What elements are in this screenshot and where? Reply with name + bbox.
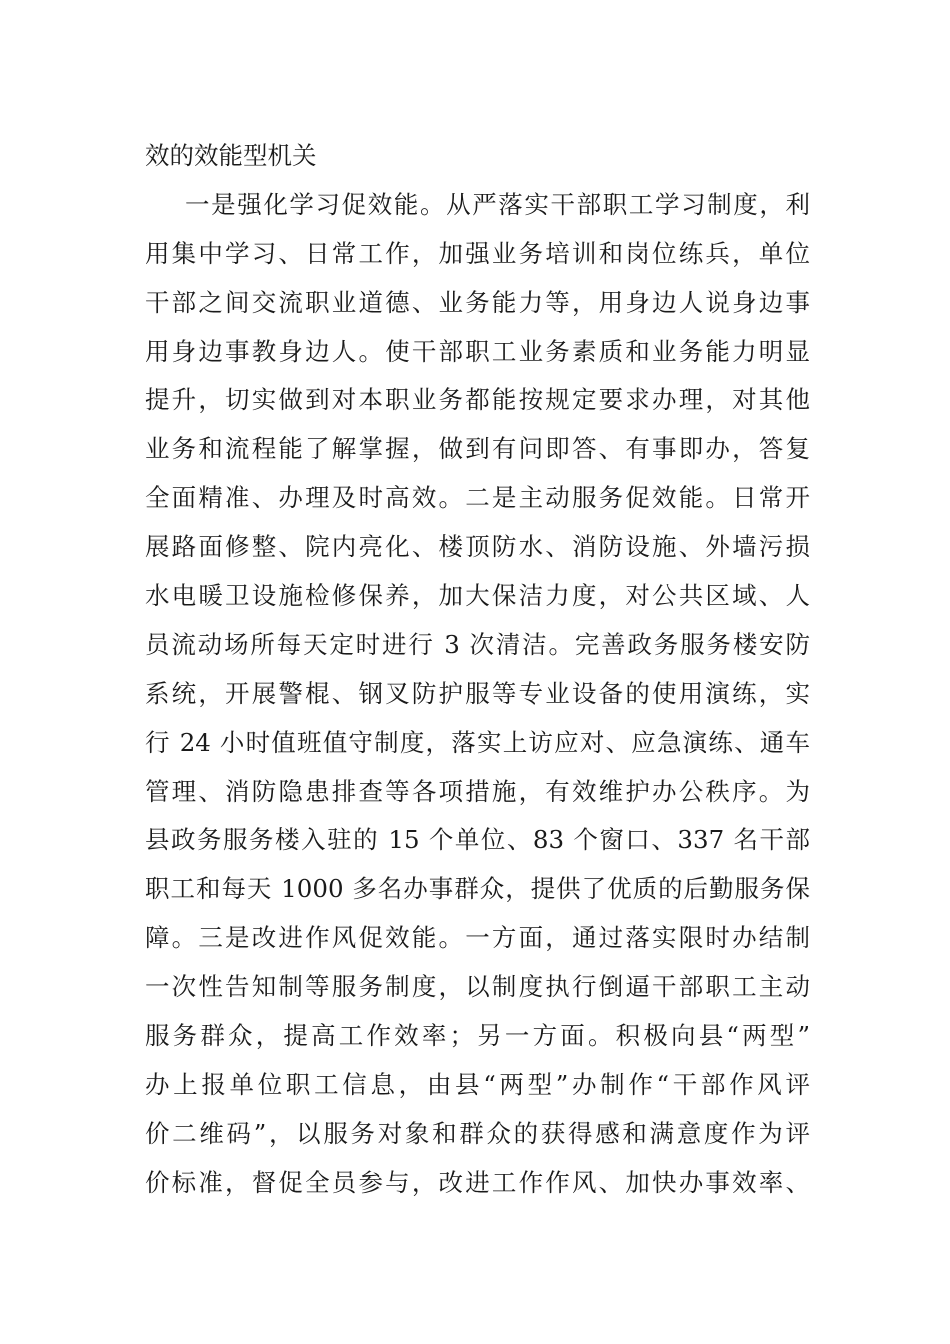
text-line: 办上报单位职工信息，由县“两型”办制作“干部作风评 — [145, 1069, 810, 1099]
text-line: 职工和每天 1000 多名办事群众，提供了优质的后勤服务保 — [145, 874, 810, 904]
text-line: 员流动场所每天定时进行 3 次清洁。完善政务服务楼安防 — [145, 629, 810, 659]
text-line: 障。三是改进作风促效能。一方面，通过落实限时办结制 — [145, 923, 810, 953]
text-line: 价标准，督促全员参与，改进工作作风、加快办事效率、 — [145, 1167, 810, 1197]
text-line: 用集中学习、日常工作，加强业务培训和岗位练兵，单位 — [145, 238, 810, 268]
text-line: 全面精准、办理及时高效。二是主动服务促效能。日常开 — [145, 483, 810, 513]
text-line: 业务和流程能了解掌握，做到有问即答、有事即办，答复 — [145, 434, 810, 464]
body-text — [145, 132, 810, 1208]
text-line: 一是强化学习促效能。从严落实干部职工学习制度，利 — [185, 189, 810, 219]
text-line: 行 24 小时值班值守制度，落实上访应对、应急演练、通车 — [145, 727, 810, 757]
text-line: 干部之间交流职业道德、业务能力等，用身边人说身边事 — [145, 287, 810, 317]
text-line: 一次性告知制等服务制度，以制度执行倒逼干部职工主动 — [145, 972, 810, 1002]
text-line: 系统，开展警棍、钢叉防护服等专业设备的使用演练，实 — [145, 678, 810, 708]
text-line: 效的效能型机关 — [145, 141, 317, 170]
text-line: 展路面修整、院内亮化、楼顶防水、消防设施、外墙污损 — [145, 532, 810, 562]
text-line: 县政务服务楼入驻的 15 个单位、83 个窗口、337 名干部 — [145, 825, 810, 855]
text-line: 水电暖卫设施检修保养，加大保洁力度，对公共区域、人 — [145, 581, 810, 611]
text-line: 用身边事教身边人。使干部职工业务素质和业务能力明显 — [145, 336, 810, 366]
text-line: 价二维码”，以服务对象和群众的获得感和满意度作为评 — [145, 1118, 810, 1148]
text-line: 管理、消防隐患排查等各项措施，有效维护办公秩序。为 — [145, 776, 810, 806]
text-line: 提升，切实做到对本职业务都能按规定要求办理，对其他 — [145, 385, 810, 415]
text-line: 服务群众，提高工作效率；另一方面。积极向县“两型” — [145, 1021, 810, 1051]
